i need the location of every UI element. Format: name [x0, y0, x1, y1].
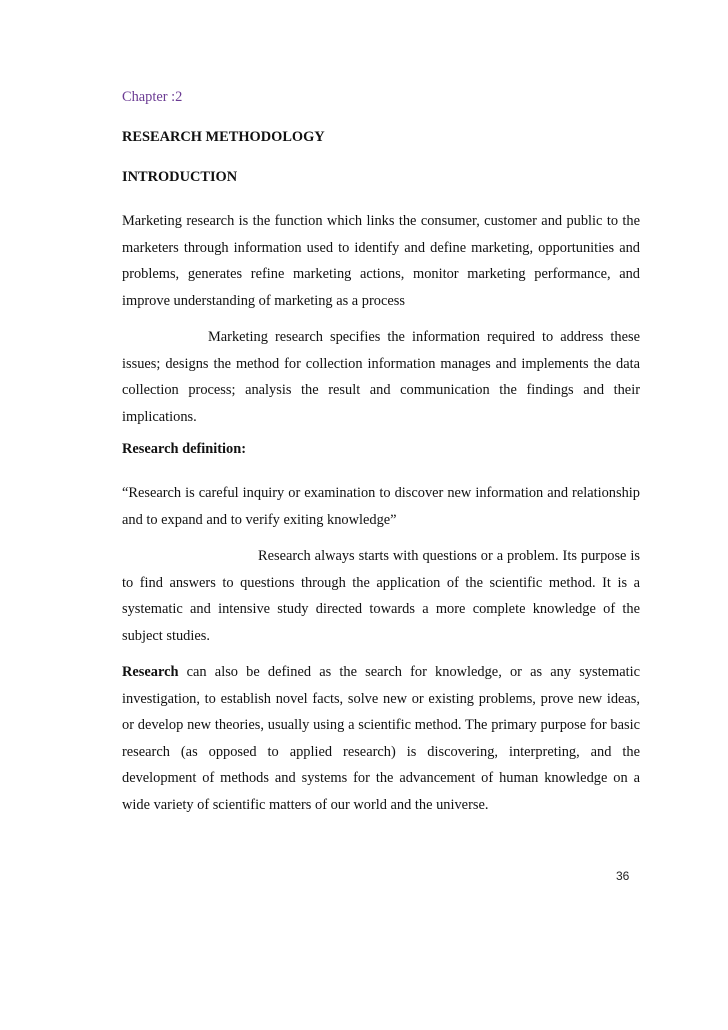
research-paragraph-text: can also be defined as the search for knowledge, or as any systematic investigation, to establish novel facts, solve new or existing problems, prove new ideas, or develop new theories, usually using a scientific method. The primary purpose for basic research (as opposed to applied research) is discovering, interpreting, and the development of methods and systems for the advancement of human knowledge on a wide variety of scientific matters of our world and the universe. [122, 664, 640, 813]
page-number: 36 [616, 869, 630, 883]
intro-paragraph-2: Marketing research specifies the information required to address these issues; designs the method for collection information manages and implements the data collection process; analysis the result and communication the findings and their implications. [122, 329, 640, 425]
introduction-heading: INTRODUCTION [122, 169, 238, 185]
definition-quote: “Research is careful inquiry or examination to discover new information and relationship and to expand and to verify exiting knowledge” [122, 485, 640, 528]
definition-heading: Research definition: [122, 441, 247, 457]
intro-paragraph-1: Marketing research is the function which links the consumer, customer and public to the marketers through information used to identify and define marketing, opportunities and problems, generates refine marketing actions, monitor marketing performance, and improve understanding of marketing as a process [122, 213, 640, 309]
page-content [122, 88, 640, 828]
definition-paragraph: Research always starts with questions or a problem. Its purpose is to find answers to questions through the application of the scientific method. It is a systematic and intensive study directed towards a more complete knowledge of the subject studies. [122, 548, 640, 644]
research-lead-term: Research [122, 664, 179, 680]
research-paragraph [122, 659, 640, 818]
document-title: RESEARCH METHODOLOGY [122, 129, 325, 145]
chapter-label: Chapter :2 [122, 89, 183, 105]
